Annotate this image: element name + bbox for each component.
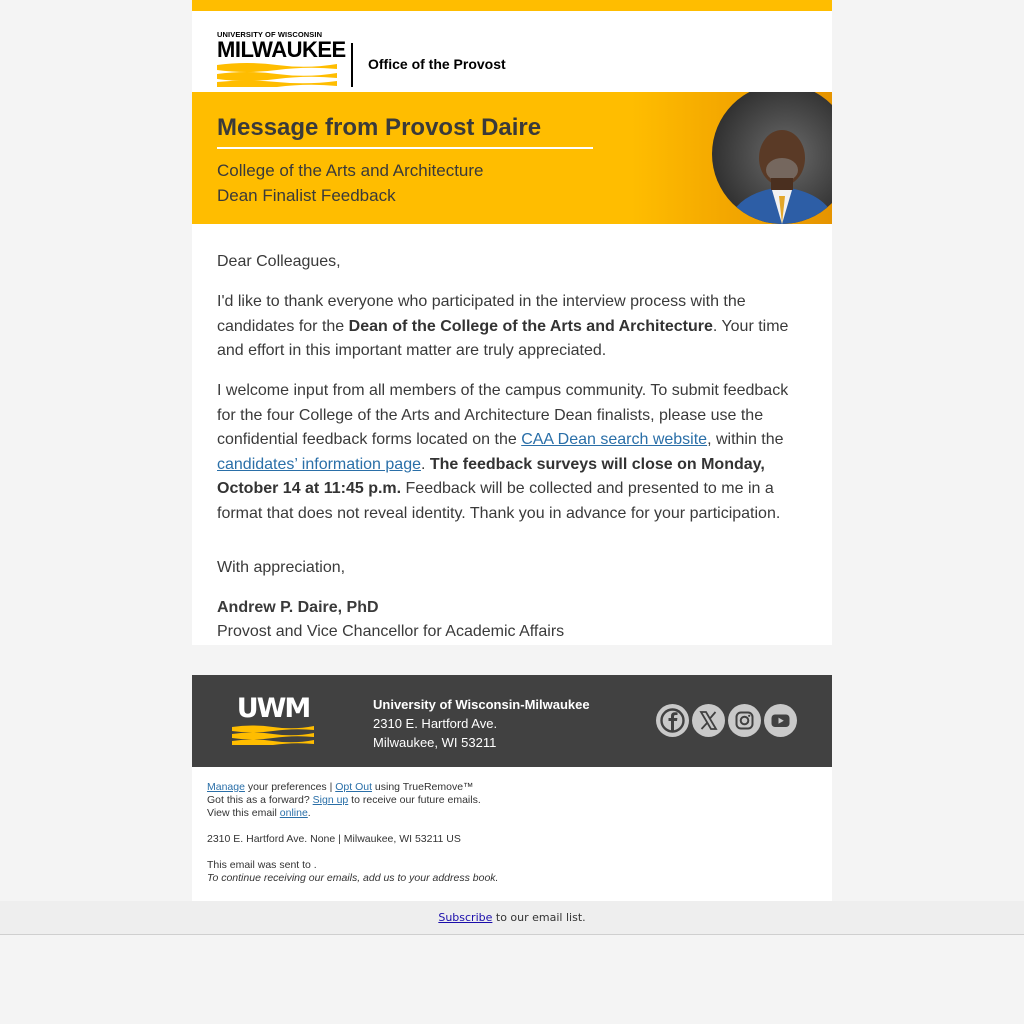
- subscribe-link[interactable]: Subscribe: [438, 911, 493, 924]
- p2-text-a: I welcome input from all members of the campus community. To submit feedback for the four College of the Arts and Architecture Dean finalists, please use the confidential feedback forms located on the: [217, 382, 789, 448]
- footer-address: [373, 695, 590, 752]
- banner-subtitle-line2: Dean Finalist Feedback: [217, 186, 396, 205]
- candidates-info-link[interactable]: candidates’ information page: [217, 455, 421, 473]
- signer-title: Provost and Vice Chancellor for Academic Affairs: [217, 623, 565, 640]
- uwm-logo-waves-icon: [230, 723, 316, 745]
- banner-rule: [217, 147, 593, 149]
- logo-university-text: UNIVERSITY OF WISCONSIN: [217, 30, 323, 39]
- uwm-logo-text: UWM: [236, 693, 310, 724]
- facebook-icon[interactable]: [656, 704, 689, 737]
- manage-text: your preferences |: [244, 781, 336, 793]
- forward-line: [207, 794, 817, 807]
- opt-out-link[interactable]: Opt Out: [335, 781, 372, 793]
- view-end: .: [307, 807, 311, 819]
- banner-subtitle: [217, 158, 484, 208]
- banner-title: Message from Provost Daire: [217, 114, 542, 141]
- uwm-milwaukee-logo[interactable]: [217, 30, 346, 87]
- view-text: View this email: [207, 807, 280, 819]
- p2-bold-deadline: The feedback surveys will close on Monday, October 14 at 11:45 p.m.: [217, 455, 765, 497]
- greeting: Dear Colleagues,: [217, 253, 341, 270]
- youtube-icon[interactable]: [764, 704, 797, 737]
- logo-waves-icon: [217, 61, 337, 87]
- preferences-line: [207, 781, 817, 794]
- message-body: [192, 224, 832, 645]
- footer-city: Milwaukee, WI 53211: [373, 735, 497, 750]
- subscribe-bar: [0, 901, 1024, 935]
- view-online-line: [207, 807, 817, 820]
- signature: [217, 596, 807, 645]
- paragraph-thanks: [217, 290, 807, 364]
- footer-street: 2310 E. Hartford Ave.: [373, 716, 498, 731]
- signup-text: to receive our future emails.: [348, 794, 481, 806]
- email-container: [192, 0, 832, 645]
- p2-text-d: Feedback will be collected and presented to me in a format that does not reveal identity. Thank you in advance for your participation.: [217, 480, 781, 522]
- forward-text: Got this as a forward?: [207, 794, 313, 806]
- signer-name: Andrew P. Daire, PhD: [217, 598, 379, 616]
- x-twitter-icon[interactable]: [692, 704, 725, 737]
- hero-banner: [192, 92, 832, 224]
- p1-text-b: . Your time and effort in this important matter are truly appreciated.: [217, 317, 789, 359]
- optout-text: using TrueRemove™: [372, 781, 474, 793]
- p2-text-b: , within the: [707, 431, 784, 448]
- email-header: [192, 11, 832, 92]
- subscribe-text: to our email list.: [492, 911, 586, 924]
- p2-text-c: .: [420, 455, 430, 473]
- footer-legal: [192, 767, 832, 901]
- office-name: Office of the Provost: [368, 56, 506, 72]
- provost-portrait-image: [632, 92, 832, 224]
- instagram-icon[interactable]: [728, 704, 761, 737]
- uwm-footer-logo[interactable]: [230, 695, 316, 750]
- banner-subtitle-line1: College of the Arts and Architecture: [217, 161, 484, 180]
- header-divider: [351, 43, 353, 87]
- legal-address: 2310 E. Hartford Ave. None | Milwaukee, WI 53211 US: [207, 833, 461, 845]
- view-online-link[interactable]: online: [279, 807, 308, 819]
- closing: With appreciation,: [217, 558, 346, 576]
- address-book-note: To continue receiving our emails, add us to your address book.: [207, 872, 499, 884]
- top-accent-bar: [192, 0, 832, 11]
- manage-preferences-link[interactable]: Manage: [207, 781, 245, 793]
- footer-dark: [192, 675, 832, 767]
- sign-up-link[interactable]: Sign up: [312, 794, 349, 806]
- paragraph-feedback: [217, 379, 807, 526]
- logo-milwaukee-text: MILWAUKEE: [217, 37, 346, 62]
- footer-org-name: University of Wisconsin-Milwaukee: [373, 697, 590, 712]
- p1-text-a: I'd like to thank everyone who participated in the interview process with the candidates for the: [217, 293, 746, 335]
- sent-to-line: This email was sent to .: [207, 859, 317, 871]
- p1-bold-dean: Dean of the College of the Arts and Architecture: [348, 317, 713, 335]
- caa-dean-search-link[interactable]: CAA Dean search website: [521, 431, 708, 448]
